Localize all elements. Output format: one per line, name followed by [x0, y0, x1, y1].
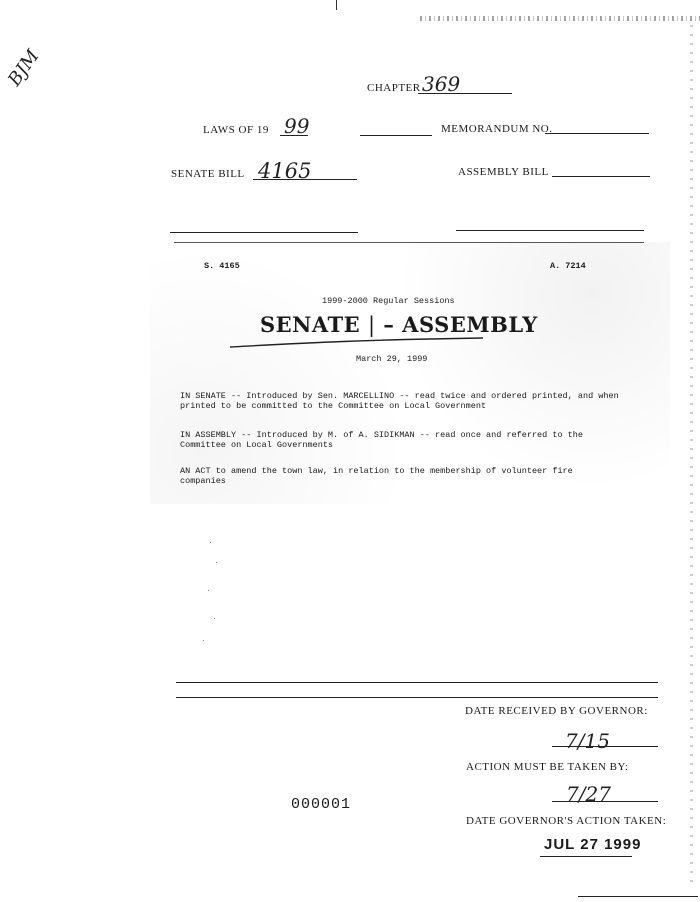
- page-number: 000001: [291, 796, 352, 813]
- scan-edge-noise: [420, 16, 700, 21]
- action-taken-label: DATE GOVERNOR'S ACTION TAKEN:: [466, 815, 667, 827]
- senate-intro-text: IN SENATE -- Introduced by Sen. MARCELLINO -- read twice and ordered printed, and when printed to be committed to the Committee on Local Government: [180, 391, 619, 411]
- action-must-line: [552, 801, 658, 802]
- scan-speck: [203, 640, 204, 641]
- scan-speck: [208, 590, 209, 591]
- bottom-rule-2: [176, 697, 658, 698]
- action-must-label: ACTION MUST BE TAKEN BY:: [466, 761, 629, 773]
- action-taken-stamp: JUL 27 1999: [544, 836, 642, 853]
- signature-line-left: [170, 232, 358, 233]
- senate-bill-number: S. 4165: [204, 261, 240, 271]
- bill-top-rule: [174, 242, 644, 243]
- laws-label: LAWS OF 19: [203, 124, 269, 136]
- act-title-text: AN ACT to amend the town law, in relation to the membership of volunteer fire companies: [180, 466, 573, 486]
- assembly-bill-line: [552, 176, 650, 177]
- senate-bill-underline: [253, 179, 357, 180]
- date-received-value: 7/15: [565, 729, 610, 753]
- senate-bill-label: SENATE BILL: [171, 168, 245, 180]
- memorandum-label: MEMORANDUM NO.: [441, 123, 553, 135]
- senate-bill-value: 4165: [258, 159, 312, 183]
- chapter-label: CHAPTER: [367, 82, 421, 94]
- house-right: ASSEMBLY: [402, 312, 538, 337]
- house-divider: |: [367, 313, 376, 337]
- scan-speck: [210, 542, 211, 543]
- signature-line-right: [456, 230, 644, 231]
- chapter-value: 369: [422, 72, 461, 96]
- assembly-intro-text: IN ASSEMBLY -- Introduced by M. of A. SIDIKMAN -- read once and referred to the Committee on Local Governments: [180, 430, 583, 450]
- session-title: 1999-2000 Regular Sessions: [322, 296, 455, 306]
- laws-underline: [280, 135, 308, 136]
- scan-speck: [214, 618, 215, 619]
- assembly-bill-label: ASSEMBLY BILL: [458, 166, 549, 178]
- date-received-line: [552, 746, 658, 747]
- house-dash: –: [383, 312, 395, 337]
- handwritten-initials: BJM: [4, 46, 44, 91]
- bottom-rule-1: [176, 682, 658, 683]
- bill-date: March 29, 1999: [356, 354, 428, 364]
- scan-right-edge: [690, 25, 693, 885]
- date-received-label: DATE RECEIVED BY GOVERNOR:: [465, 705, 648, 717]
- pen-underline-mark: [228, 334, 488, 350]
- action-taken-line: [540, 856, 632, 857]
- action-must-value: 7/27: [566, 782, 611, 806]
- house-left: SENATE: [260, 312, 361, 337]
- chapter-underline: [418, 93, 512, 94]
- memorandum-line: [545, 133, 649, 134]
- assembly-bill-number: A. 7214: [550, 261, 586, 271]
- laws-year-value: 99: [284, 114, 310, 138]
- corner-line: [578, 896, 698, 897]
- scan-tick: [336, 0, 337, 10]
- scan-speck: [216, 562, 217, 563]
- bill-copy: [150, 242, 670, 504]
- blank-line: [360, 135, 432, 136]
